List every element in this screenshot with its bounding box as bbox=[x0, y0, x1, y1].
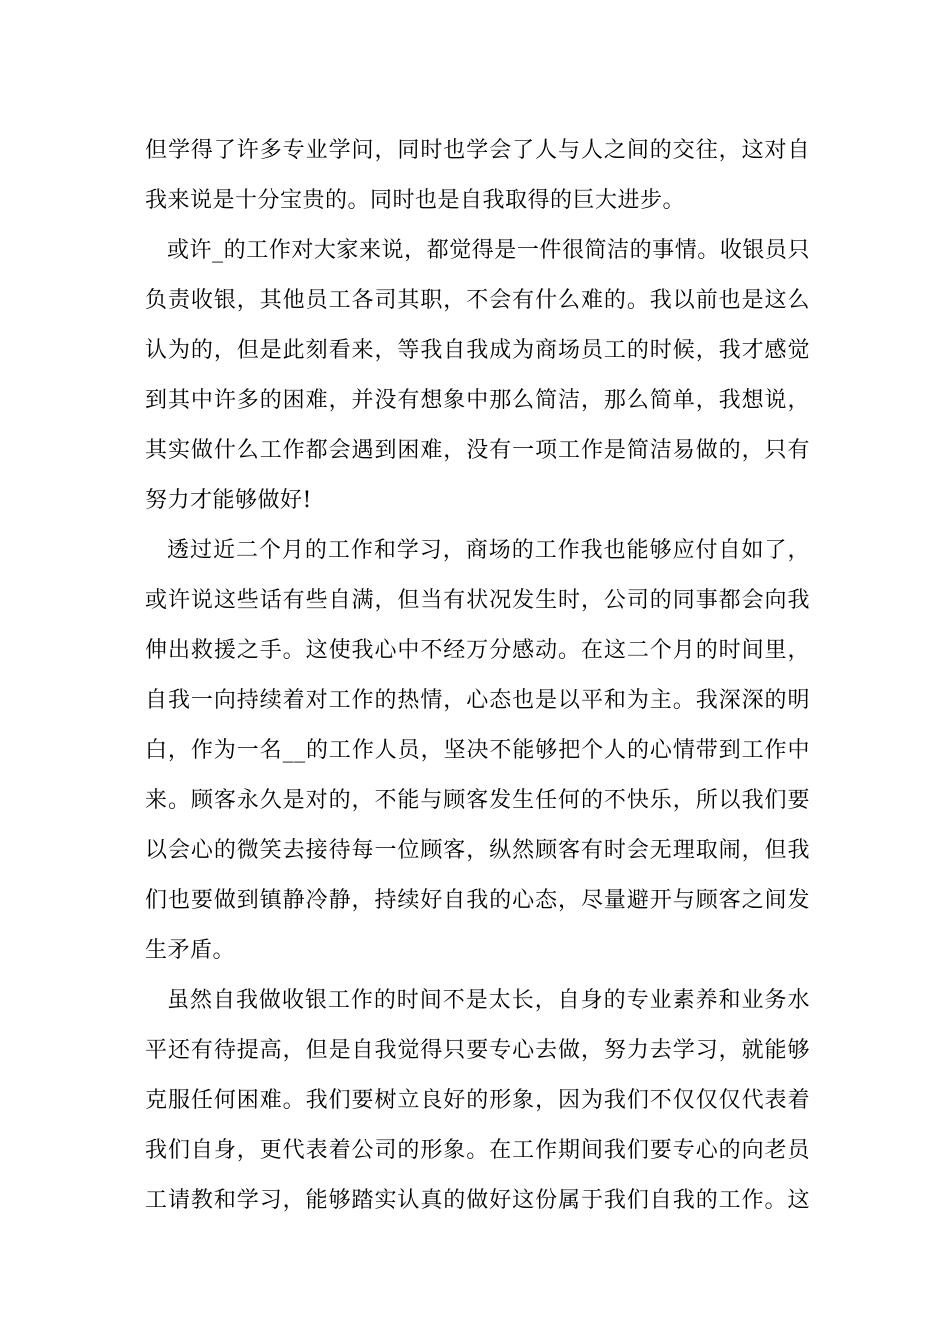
paragraph-2 bbox=[145, 226, 810, 526]
text-line: 其实做什么工作都会遇到困难，没有一项工作是简洁易做的，只有 bbox=[145, 438, 810, 463]
text-line: 但学得了许多专业学问，同时也学会了人与人之间的交往，这对自 bbox=[145, 138, 810, 163]
text-line: 自我一向持续着对工作的热情，心态也是以平和为主。我深深的明 bbox=[145, 688, 810, 713]
text-line: 们也要做到镇静冷静，持续好自我的心态，尽量避开与顾客之间发 bbox=[145, 888, 810, 913]
text-line: 虽然自我做收银工作的时间不是太长，自身的专业素养和业务水 bbox=[167, 988, 810, 1013]
document-body bbox=[145, 126, 810, 1226]
paragraph-3 bbox=[145, 526, 810, 976]
text-line: 或许_的工作对大家来说，都觉得是一件很简洁的事情。收银员只 bbox=[167, 238, 810, 263]
text-line: 我来说是十分宝贵的。同时也是自我取得的巨大进步。 bbox=[145, 188, 686, 213]
text-line: 伸出救援之手。这使我心中不经万分感动。在这二个月的时间里， bbox=[145, 638, 810, 663]
text-line: 或许说这些话有些自满，但当有状况发生时，公司的同事都会向我 bbox=[145, 588, 810, 613]
text-line: 负责收银，其他员工各司其职，不会有什么难的。我以前也是这么 bbox=[145, 288, 810, 313]
text-line: 以会心的微笑去接待每一位顾客，纵然顾客有时会无理取闹，但我 bbox=[145, 838, 810, 863]
text-line: 努力才能够做好! bbox=[145, 488, 312, 513]
text-line: 来。顾客永久是对的，不能与顾客发生任何的不快乐，所以我们要 bbox=[145, 788, 810, 813]
text-line: 平还有待提高，但是自我觉得只要专心去做，努力去学习，就能够 bbox=[145, 1038, 810, 1063]
text-line: 透过近二个月的工作和学习，商场的工作我也能够应付自如了， bbox=[167, 538, 810, 563]
text-line: 克服任何困难。我们要树立良好的形象，因为我们不仅仅仅代表着 bbox=[145, 1088, 810, 1113]
text-line: 工请教和学习，能够踏实认真的做好这份属于我们自我的工作。这 bbox=[145, 1188, 810, 1213]
text-line: 我们自身，更代表着公司的形象。在工作期间我们要专心的向老员 bbox=[145, 1138, 810, 1163]
text-line: 到其中许多的困难，并没有想象中那么简洁，那么简单，我想说， bbox=[145, 388, 810, 413]
text-line: 生矛盾。 bbox=[145, 938, 236, 963]
paragraph-4 bbox=[145, 976, 810, 1226]
text-line: 白，作为一名__的工作人员，坚决不能够把个人的心情带到工作中 bbox=[145, 738, 810, 763]
paragraph-1 bbox=[145, 126, 810, 226]
text-line: 认为的，但是此刻看来，等我自我成为商场员工的时候，我才感觉 bbox=[145, 338, 810, 363]
